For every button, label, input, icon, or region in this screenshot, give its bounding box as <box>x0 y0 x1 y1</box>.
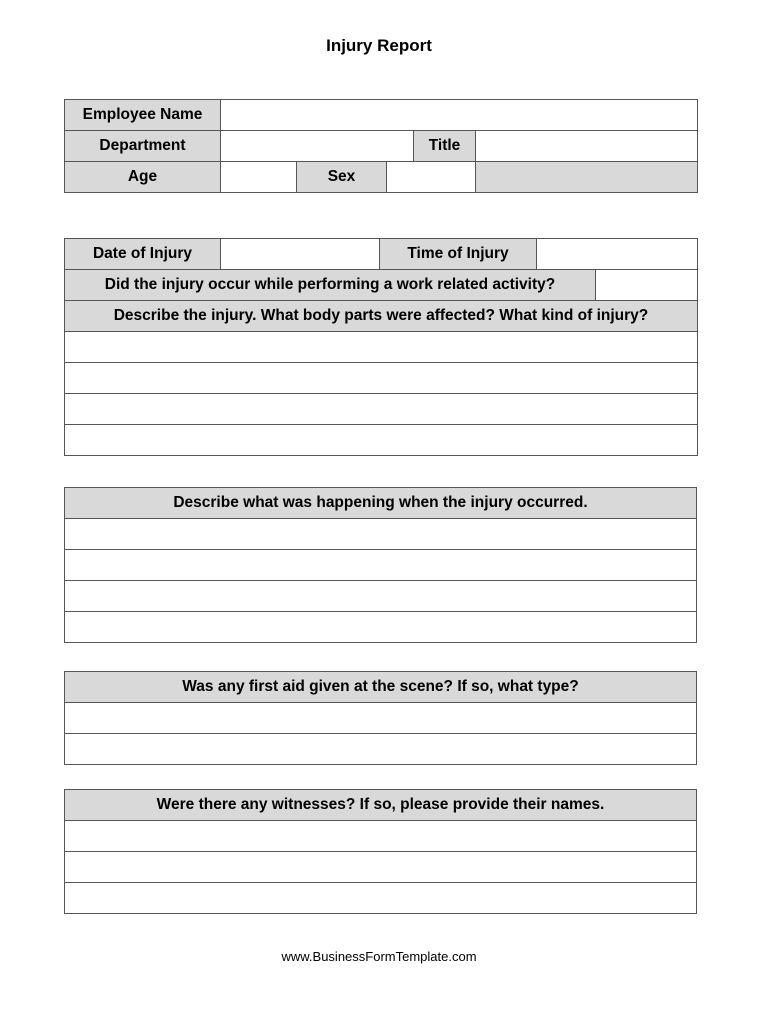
date-of-injury-label: Date of Injury <box>65 239 221 270</box>
first-aid-line-2[interactable] <box>65 734 697 765</box>
witness-line-1[interactable] <box>65 821 697 852</box>
witness-line-3[interactable] <box>65 883 697 914</box>
sex-field[interactable] <box>387 162 476 193</box>
title-label: Title <box>414 131 476 162</box>
work-related-question: Did the injury occur while performing a work related activity? <box>65 270 596 301</box>
work-related-answer-field[interactable] <box>596 270 698 301</box>
sex-label: Sex <box>297 162 387 193</box>
time-of-injury-label: Time of Injury <box>380 239 537 270</box>
happening-table <box>64 487 697 643</box>
first-aid-table <box>64 671 697 765</box>
injury-description-line-1[interactable] <box>65 332 698 363</box>
date-time-row <box>65 239 698 270</box>
age-sex-row <box>65 162 698 193</box>
employee-name-field[interactable] <box>221 100 698 131</box>
happening-header-row <box>65 488 697 519</box>
injury-description-line-3[interactable] <box>65 394 698 425</box>
form-title: Injury Report <box>326 36 432 55</box>
department-row <box>65 131 698 162</box>
describe-injury-header-row <box>65 301 698 332</box>
work-related-row <box>65 270 698 301</box>
title-field[interactable] <box>476 131 698 162</box>
employee-name-label: Employee Name <box>65 100 221 131</box>
describe-injury-question: Describe the injury. What body parts were affected? What kind of injury? <box>65 301 698 332</box>
witness-header-row <box>65 790 697 821</box>
employee-info-table <box>64 99 698 193</box>
happening-line-4[interactable] <box>65 612 697 643</box>
witness-line-2[interactable] <box>65 852 697 883</box>
first-aid-header: Was any first aid given at the scene? If so, what type? <box>65 672 697 703</box>
injury-description-line-2[interactable] <box>65 363 698 394</box>
time-of-injury-field[interactable] <box>537 239 698 270</box>
happening-line-3[interactable] <box>65 581 697 612</box>
happening-line-2[interactable] <box>65 550 697 581</box>
witness-table <box>64 789 697 914</box>
first-aid-header-row <box>65 672 697 703</box>
department-label: Department <box>65 131 221 162</box>
first-aid-line-1[interactable] <box>65 703 697 734</box>
employee-name-row <box>65 100 698 131</box>
shaded-blank-cell <box>476 162 698 193</box>
injury-description-line-4[interactable] <box>65 425 698 456</box>
age-label: Age <box>65 162 221 193</box>
age-field[interactable] <box>221 162 297 193</box>
happening-header: Describe what was happening when the injury occurred. <box>65 488 697 519</box>
department-field[interactable] <box>221 131 414 162</box>
date-of-injury-field[interactable] <box>221 239 380 270</box>
footer-website: www.BusinessFormTemplate.com <box>281 949 477 964</box>
injury-details-table <box>64 238 698 456</box>
happening-line-1[interactable] <box>65 519 697 550</box>
witness-header: Were there any witnesses? If so, please provide their names. <box>65 790 697 821</box>
